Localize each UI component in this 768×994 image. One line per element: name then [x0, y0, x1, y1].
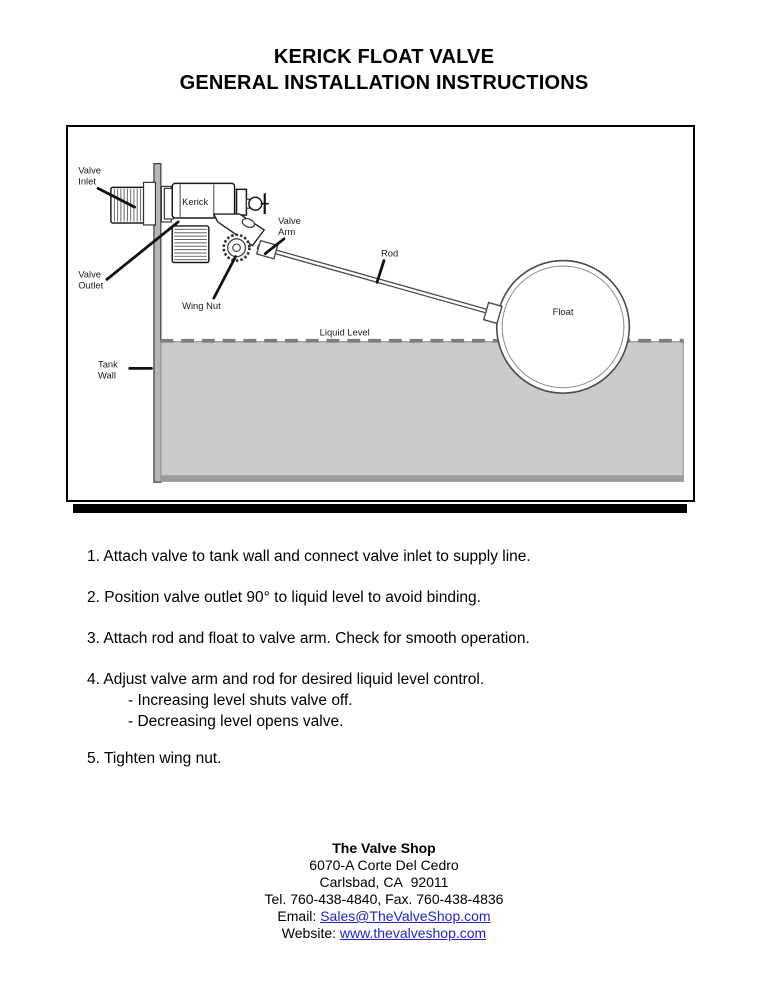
page-title	[0, 44, 768, 96]
diagram-shadow	[73, 504, 687, 513]
website-link[interactable]: www.thevalveshop.com	[339, 925, 487, 941]
email-line	[0, 908, 768, 925]
tank-wall-label-2: Wall	[98, 369, 116, 381]
wing-nut-leader	[214, 257, 236, 299]
valve-end-cap	[237, 189, 247, 215]
valve-assembly	[111, 182, 269, 262]
wing-nut-label: Wing Nut	[182, 300, 221, 312]
valve-inlet-label-1: Valve	[78, 164, 102, 176]
instruction-step-4-sub-2: - Decreasing level opens valve.	[128, 713, 344, 730]
instructions-list	[87, 546, 697, 789]
street-address: 6070-A Corte Del Cedro	[309, 857, 459, 873]
rod-collar-valve-end	[257, 241, 278, 259]
valve-outlet-leader	[107, 222, 178, 279]
instruction-step-3: 3. Attach rod and float to valve arm. Check for smooth operation.	[87, 630, 530, 647]
instruction-step-2: 2. Position valve outlet 90° to liquid level to avoid binding.	[87, 589, 481, 606]
valve-arm-label-1: Valve	[278, 214, 301, 226]
instruction-step-4: 4. Adjust valve arm and rod for desired liquid level control.	[87, 671, 485, 688]
float-label: Float	[552, 305, 574, 317]
float-valve-diagram	[68, 127, 693, 500]
instruction-step-1: 1. Attach valve to tank wall and connect valve inlet to supply line.	[87, 548, 531, 565]
rod-label: Rod	[380, 247, 399, 259]
website-line	[0, 925, 768, 942]
valve-inlet-label-2: Inlet	[78, 175, 96, 187]
website-label: Website:	[281, 925, 340, 941]
valve-outlet-label-2: Outlet	[78, 279, 104, 291]
valve-outlet-label-1: Valve	[78, 268, 102, 280]
instruction-step-5: 5. Tighten wing nut.	[87, 750, 222, 767]
phone-fax: Tel. 760-438-4840, Fax. 760-438-4836	[264, 891, 504, 907]
installation-diagram	[66, 125, 695, 502]
valve-arm-label-2: Arm	[278, 225, 296, 237]
plunger-ball	[249, 197, 262, 210]
tank-wall-label-1: Tank	[98, 358, 118, 370]
tank-bottom	[161, 475, 683, 481]
contact-footer	[0, 840, 768, 942]
float-ball	[497, 261, 630, 394]
instruction-step-4-sub-1: - Increasing level shuts valve off.	[128, 692, 353, 709]
email-label: Email:	[277, 908, 321, 924]
title-line-2: GENERAL INSTALLATION INSTRUCTIONS	[179, 72, 589, 94]
mounting-flange	[144, 182, 156, 225]
email-link[interactable]: Sales@TheValveShop.com	[320, 908, 491, 924]
liquid-level-label: Liquid Level	[319, 326, 370, 338]
title-line-1: KERICK FLOAT VALVE	[273, 46, 495, 68]
brand-label: Kerick	[182, 196, 209, 208]
city-state-zip: Carlsbad, CA 92011	[319, 874, 449, 890]
company-name: The Valve Shop	[332, 840, 436, 856]
valve-outlet-threads	[172, 226, 209, 263]
